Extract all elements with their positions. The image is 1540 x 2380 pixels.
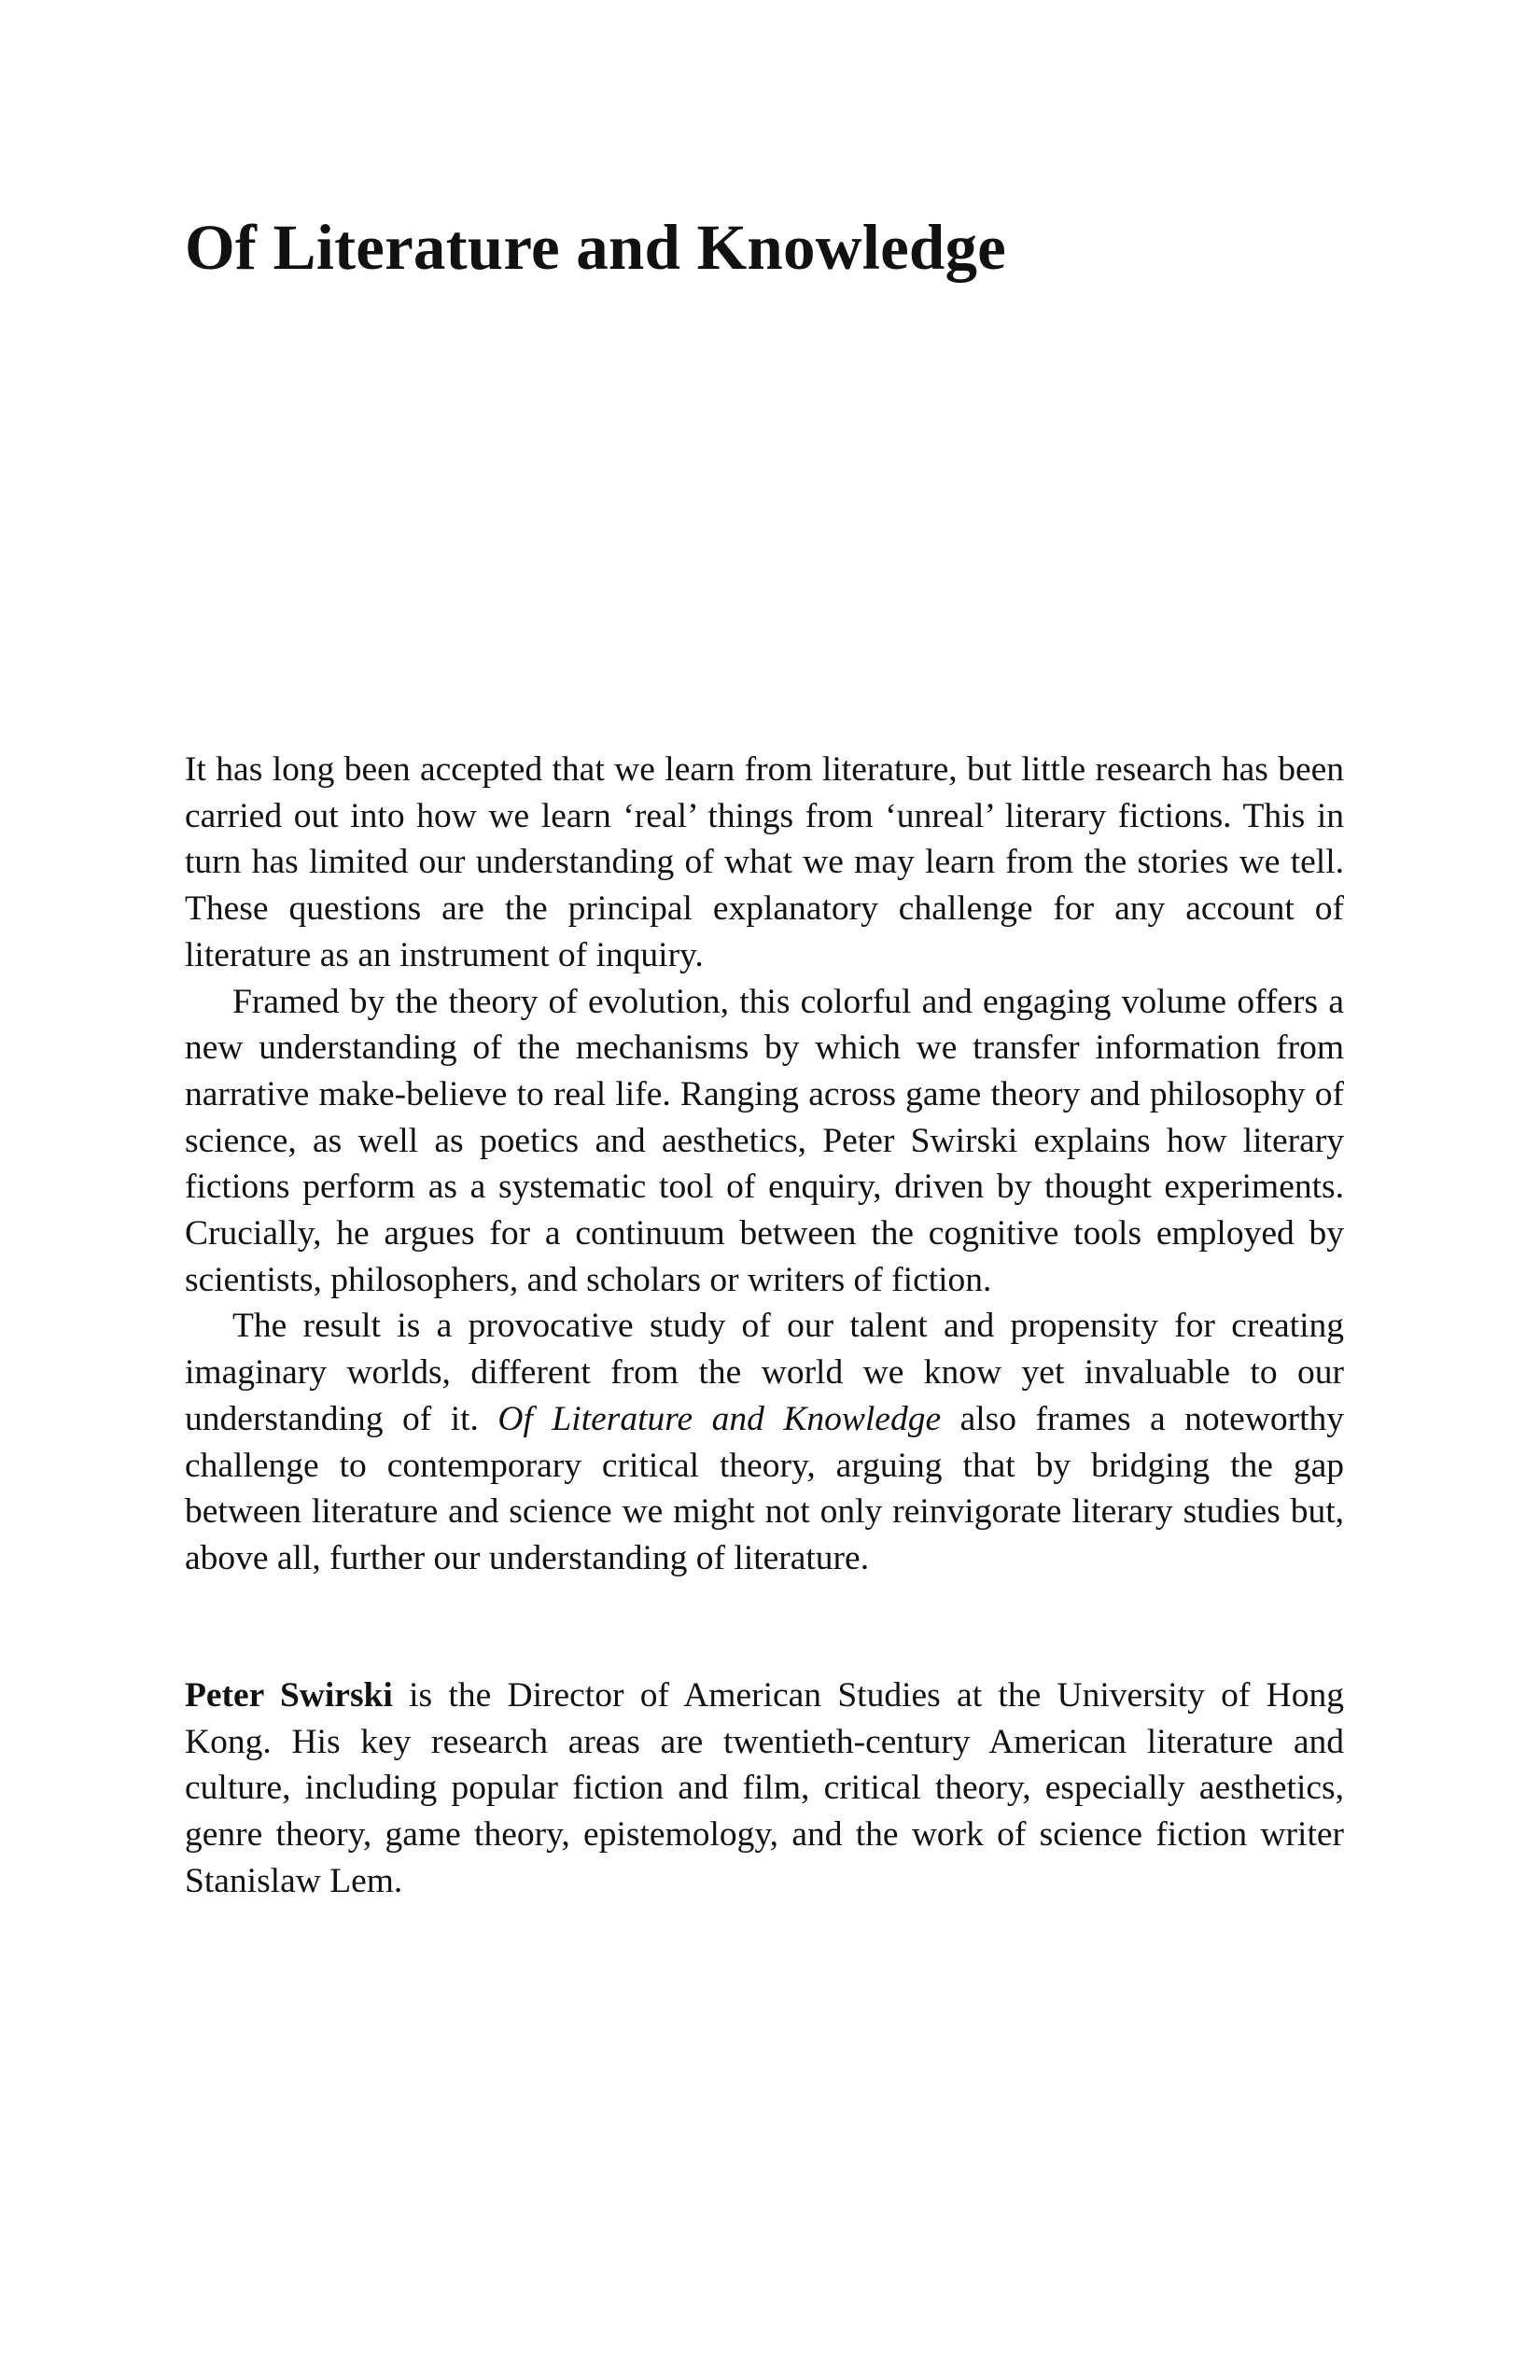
- paragraph-text: The result is a provocative study of our talent and propensity for creating imaginary worlds, different from the world we know yet invaluable to our understanding of it.: [185, 1307, 1344, 1438]
- author-bio: [185, 1673, 1344, 1905]
- paragraph-text: also frames a noteworthy challenge to contemporary critical theory, arguing that by bridging the gap between literature and science we might not only reinvigorate literary studies but, above all, further our understanding of literature.: [185, 1399, 1344, 1577]
- description-paragraph: It has long been accepted that we learn from literature, but little research has been carried out into how we learn ‘real’ things from ‘unreal’ literary fictions. This in turn has limited our understanding of what we may learn from the stories we tell. These questions are the principal explanatory challenge for any account of literature as an instrument of inquiry.: [185, 750, 1344, 974]
- book-title-italic: Of Literature and Knowledge: [497, 1399, 942, 1438]
- author-bio-text: is the Director of American Studies at the University of Hong Kong. His key research areas are twentieth-century American literature and culture, including popular fiction and film, critical theory, especially aesthetics, genre theory, game theory, epistemology, and the work of science fiction writer Stanislaw Lem.: [185, 1676, 1344, 1900]
- author-name: Peter Swirski: [185, 1676, 393, 1715]
- page-title: Of Literature and Knowledge: [185, 212, 1006, 283]
- book-page: [185, 0, 1344, 2380]
- book-description: [185, 747, 1344, 1582]
- description-paragraph: [185, 1303, 1344, 1581]
- author-bio-paragraph: [185, 1673, 1344, 1905]
- description-paragraph: Framed by the theory of evolution, this colorful and engaging volume offers a new understanding of the mechanisms by which we transfer information from narrative make-believe to real life. Ranging across game theory and philosophy of science, as well as poetics and aesthetics, Peter Swirski explains how literary fictions perform as a systematic tool of enquiry, driven by thought experiments. Crucially, he argues for a continuum between the cognitive tools employed by scientists, philosophers, and scholars or writers of fiction.: [185, 982, 1344, 1299]
